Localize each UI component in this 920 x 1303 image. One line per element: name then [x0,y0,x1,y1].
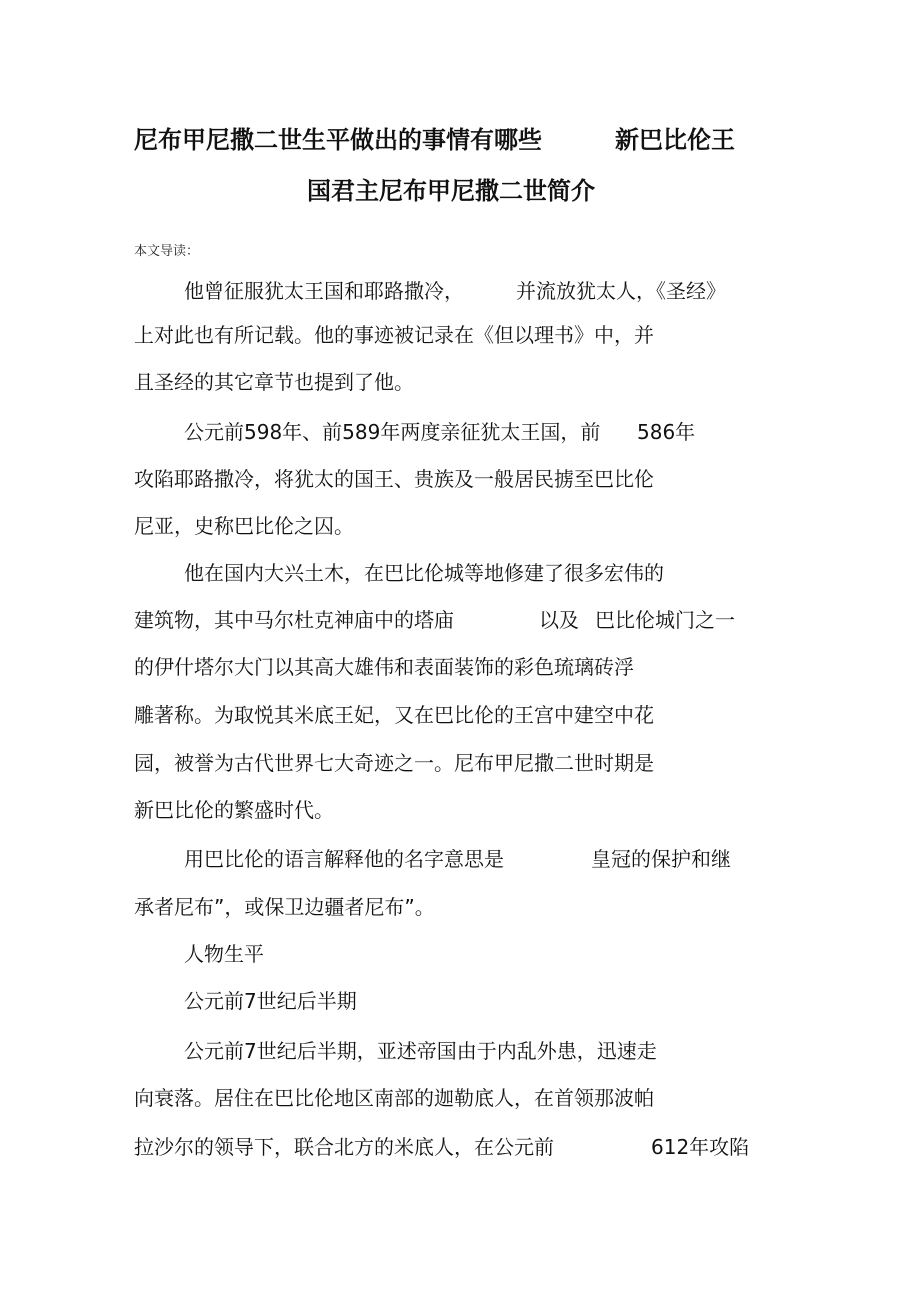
sub-heading: 公元前7世纪后半期 [184,989,357,1013]
p4-line-1b: 皇冠的保护和继 [591,847,731,871]
p7-line-3a: 拉沙尔的领导下，联合北方的米底人，在公元前 [134,1135,554,1159]
p2-line-1a: 公元前598年、前589年两度亲征犹太王国，前 [184,420,601,444]
p3-line-2c: 巴比伦城门之一 [595,608,735,632]
title-line-2: 国君主尼布甲尼撒二世简介 [307,177,595,205]
p1-line-3: 且圣经的其它章节也提到了他。 [134,370,414,394]
p1-line-2: 上对此也有所记载。他的事迹被记录在《但以理书》中，并 [134,323,654,347]
p4-line-1a: 用巴比伦的语言解释他的名字意思是 [184,847,504,871]
intro-label: 本文导读： [134,244,200,259]
p3-line-1: 他在国内大兴土木，在巴比伦城等地修建了很多宏伟的 [184,561,664,585]
p7-line-3b: 612年攻陷 [651,1135,750,1159]
p1-line-1b: 并流放犹太人，《圣经》 [516,279,726,303]
p2-line-1b: 586年 [637,420,696,444]
section-heading: 人物生平 [184,942,264,966]
p7-line-1: 公元前7世纪后半期，亚述帝国由于内乱外患，迅速走 [184,1039,657,1063]
p4-line-2: 承者尼布”，或保卫边疆者尼布”。 [134,895,435,919]
p3-line-2b: 以及 [539,608,579,632]
p3-line-3: 的伊什塔尔大门以其高大雄伟和表面装饰的彩色琉璃砖浮 [134,655,634,679]
p3-line-4: 雕著称。为取悦其米底王妃，又在巴比伦的王宫中建空中花 [134,703,654,727]
p3-line-6: 新巴比伦的繁盛时代。 [134,798,334,822]
p3-line-5: 园，被誉为古代世界七大奇迹之一。尼布甲尼撒二世时期是 [134,751,654,775]
p7-line-2: 向衰落。居住在巴比伦地区南部的迦勒底人，在首领那波帕 [134,1086,654,1110]
title-line-1a: 尼布甲尼撒二世生平做出的事情有哪些 [134,126,542,154]
p1-line-1a: 他曾征服犹太王国和耶路撒冷， [184,279,464,303]
p3-line-2a: 建筑物，其中马尔杜克神庙中的塔庙 [134,608,454,632]
p2-line-2: 攻陷耶路撒冷，将犹太的国王、贵族及一般居民掳至巴比伦 [134,467,654,491]
p2-line-3: 尼亚，史称巴比伦之囚。 [134,514,354,538]
title-line-1b: 新巴比伦王 [615,126,735,154]
